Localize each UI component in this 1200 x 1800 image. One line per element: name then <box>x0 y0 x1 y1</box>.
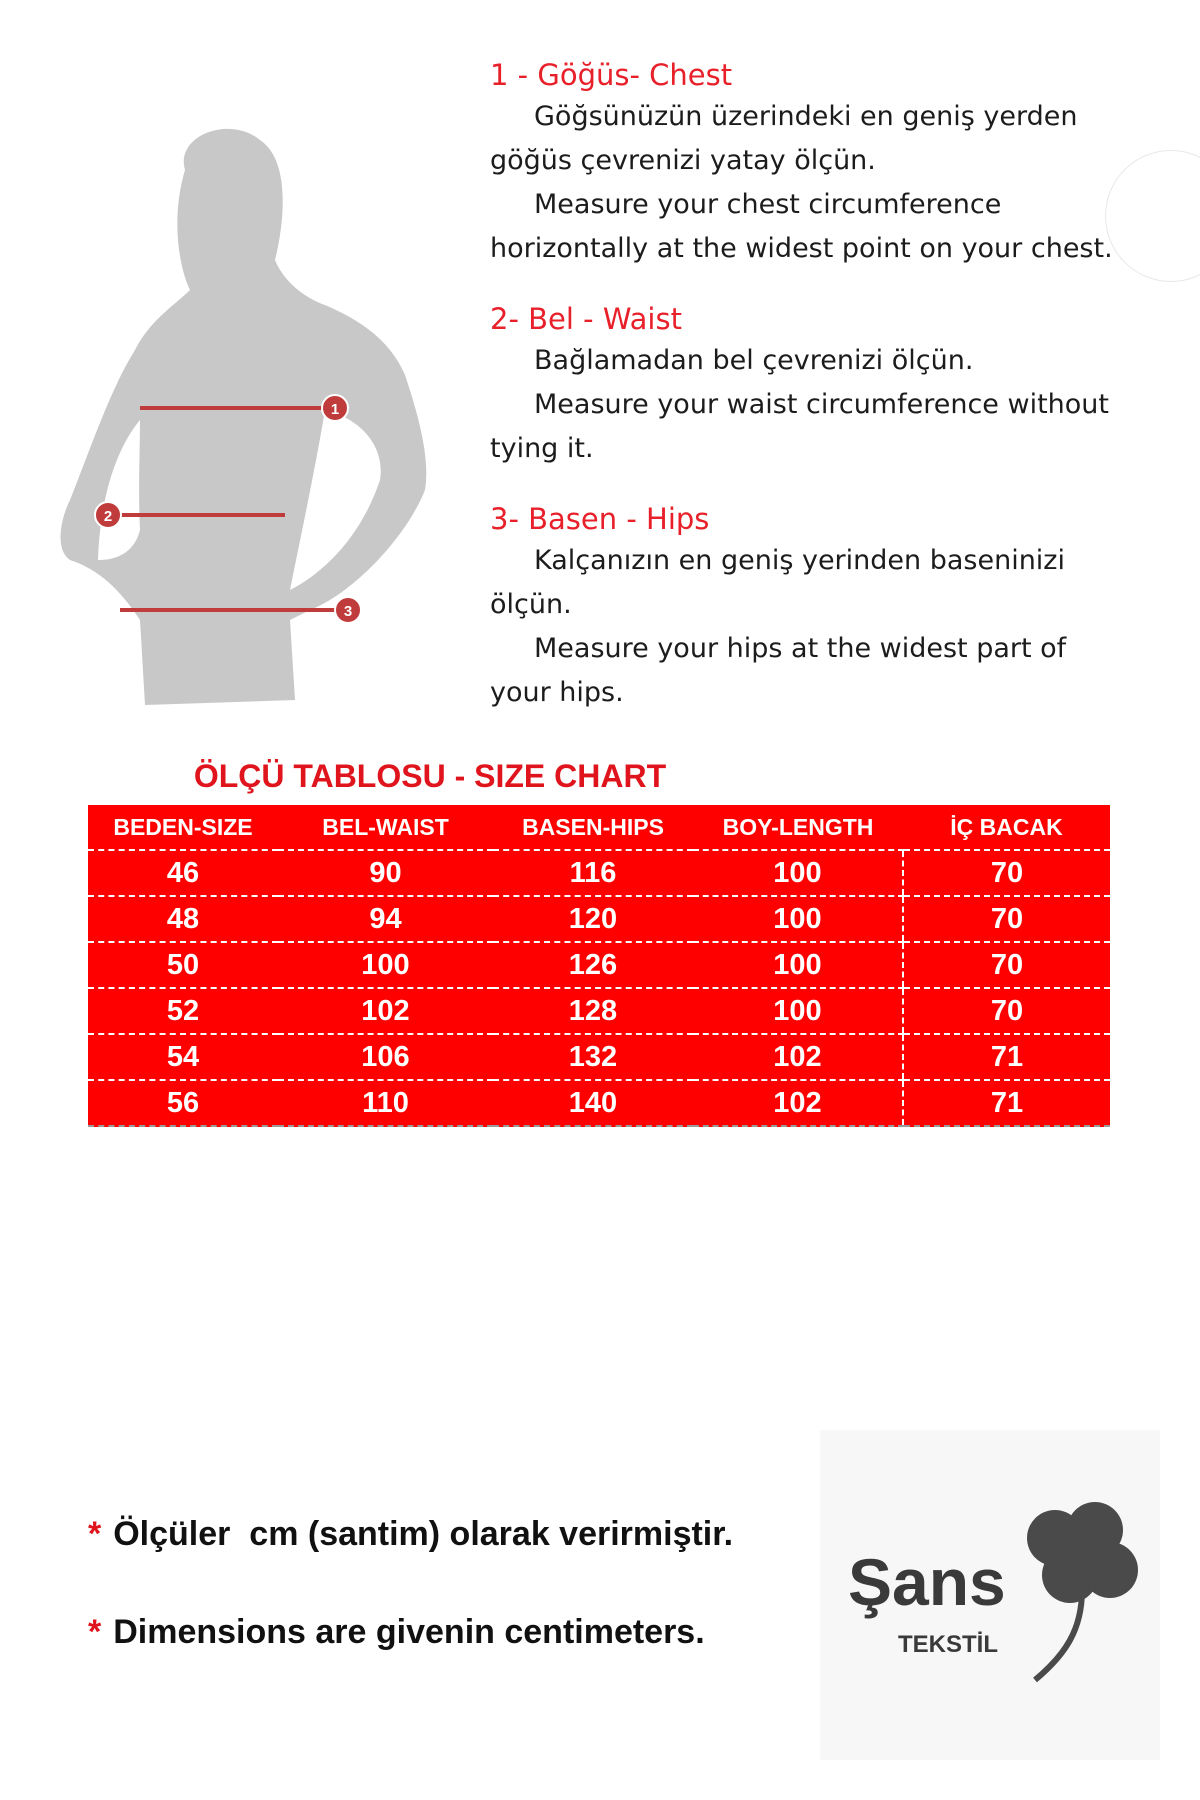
note-tr <box>88 1515 733 1563</box>
cell-waist: 94 <box>278 896 493 942</box>
chest-text-tr-1: Göğsünüzün üzerindeki en geniş yerden <box>534 101 1078 132</box>
logo-graphic <box>820 1430 1160 1760</box>
table-row <box>88 896 1110 942</box>
logo-subtitle-text: TEKSTİL <box>898 1631 998 1658</box>
table-row <box>88 850 1110 896</box>
silhouette-shape <box>61 129 427 705</box>
cell-inseam: 70 <box>903 850 1110 896</box>
cell-length: 100 <box>693 850 903 896</box>
cell-length: 102 <box>693 1080 903 1126</box>
hips-text-tr-2: ölçün. <box>490 589 572 620</box>
cell-length: 102 <box>693 1034 903 1080</box>
waist-text-tr: Bağlamadan bel çevrenizi ölçün. <box>534 345 974 376</box>
note-tr-text: Ölçüler cm (santim) olarak verirmiştir. <box>113 1515 734 1553</box>
hips-section <box>490 499 1170 715</box>
hips-text-en-1: Measure your hips at the widest part of <box>534 633 1067 664</box>
cell-hips: 126 <box>493 942 693 988</box>
cell-waist: 90 <box>278 850 493 896</box>
table-row <box>88 988 1110 1034</box>
cell-hips: 120 <box>493 896 693 942</box>
header-inseam: İÇ BACAK <box>903 805 1110 850</box>
cell-size: 46 <box>88 850 278 896</box>
cell-waist: 110 <box>278 1080 493 1126</box>
table-row <box>88 942 1110 988</box>
marker-1-label: 1 <box>330 401 340 418</box>
cell-inseam: 70 <box>903 896 1110 942</box>
waist-text-en-1: Measure your waist circumference without <box>534 389 1109 420</box>
cell-hips: 140 <box>493 1080 693 1126</box>
header-hips: BASEN-HIPS <box>493 805 693 850</box>
header-length: BOY-LENGTH <box>693 805 903 850</box>
marker-2-label: 2 <box>103 508 113 525</box>
hips-title: 3- Basen - Hips <box>490 502 710 536</box>
cell-waist: 100 <box>278 942 493 988</box>
size-chart-title: ÖLÇÜ TABLOSU - SIZE CHART <box>193 758 667 794</box>
cell-size: 52 <box>88 988 278 1034</box>
cell-hips: 128 <box>493 988 693 1034</box>
cell-length: 100 <box>693 942 903 988</box>
hips-text-en-2: your hips. <box>490 677 624 708</box>
cell-size: 56 <box>88 1080 278 1126</box>
chest-section <box>490 55 1170 271</box>
logo-brand-text: Şans <box>848 1545 1006 1619</box>
notes <box>88 1515 733 1711</box>
measurement-figure <box>60 120 460 720</box>
cell-length: 100 <box>693 988 903 1034</box>
note-en-text: Dimensions are givenin centimeters. <box>113 1613 705 1651</box>
chest-text-en-1: Measure your chest circumference <box>534 189 1002 220</box>
table-header-row <box>88 805 1110 850</box>
cell-inseam: 71 <box>903 1034 1110 1080</box>
cell-waist: 102 <box>278 988 493 1034</box>
cell-inseam: 71 <box>903 1080 1110 1126</box>
note-star: * <box>88 1613 102 1651</box>
cell-inseam: 70 <box>903 942 1110 988</box>
chest-title: 1 - Göğüs- Chest <box>490 58 733 92</box>
cell-size: 50 <box>88 942 278 988</box>
size-chart-table <box>88 805 1110 1127</box>
cell-size: 54 <box>88 1034 278 1080</box>
cell-inseam: 70 <box>903 988 1110 1034</box>
marker-3-label: 3 <box>343 603 353 620</box>
clover-icon <box>1027 1502 1138 1680</box>
waist-text-en-2: tying it. <box>490 433 594 464</box>
measurement-instructions <box>490 55 1170 743</box>
cell-size: 48 <box>88 896 278 942</box>
cell-waist: 106 <box>278 1034 493 1080</box>
note-en <box>88 1613 733 1661</box>
cell-length: 100 <box>693 896 903 942</box>
note-star: * <box>88 1515 102 1553</box>
header-size: BEDEN-SIZE <box>88 805 278 850</box>
waist-section <box>490 299 1170 471</box>
chest-text-en-2: horizontally at the widest point on your chest. <box>490 233 1113 264</box>
waist-title: 2- Bel - Waist <box>490 302 682 336</box>
table-row <box>88 1034 1110 1080</box>
cell-hips: 132 <box>493 1034 693 1080</box>
sans-tekstil-logo <box>820 1430 1160 1760</box>
body-silhouette-illustration <box>60 120 460 720</box>
header-waist: BEL-WAIST <box>278 805 493 850</box>
hips-text-tr-1: Kalçanızın en geniş yerinden baseninizi <box>534 545 1065 576</box>
cell-hips: 116 <box>493 850 693 896</box>
chest-text-tr-2: göğüs çevrenizi yatay ölçün. <box>490 145 876 176</box>
table-row <box>88 1080 1110 1126</box>
